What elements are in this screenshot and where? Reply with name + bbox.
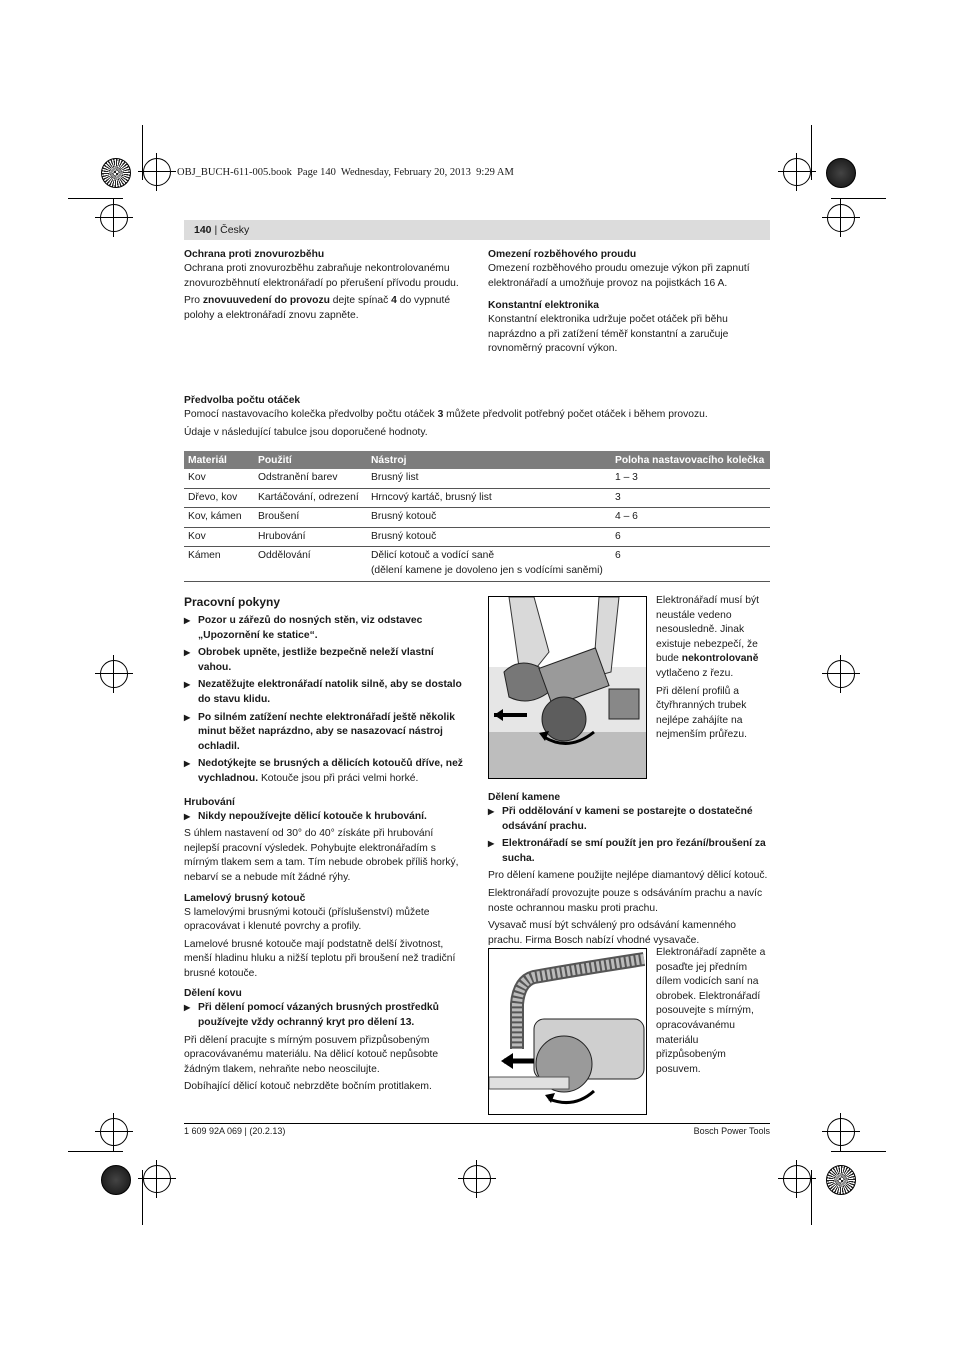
left-top-section — [184, 248, 466, 326]
bullet-item: ▶ Pozor u zářezů do nosných stěn, viz odstavec „Upozornění ke statice“. — [184, 614, 466, 643]
table-row — [184, 527, 770, 547]
table-cell: Kov — [184, 527, 254, 547]
color-rosette-icon — [826, 1165, 856, 1195]
heading-roughing: Hrubování — [184, 796, 235, 808]
heading-startup-current: Omezení rozběhového proudu — [488, 249, 637, 260]
paragraph: Dobíhající dělicí kotouč nebrzděte bočním protitlakem. — [184, 1081, 432, 1093]
table-header: Nástroj — [367, 451, 611, 469]
paragraph: Lamelové brusné kotouče mají podstatně delší životnost, menší hladinu hluku a nižší teplotu při broušení než tradiční brusné kotouče. — [184, 938, 456, 979]
table-header-row — [184, 451, 770, 469]
table-cell: Hrubování — [254, 527, 367, 547]
table-cell: Brusný kotouč — [367, 508, 611, 528]
paragraph: Vysavač musí být schválený pro odsávání kamenného prachu. Firma Bosch nabízí vhodné vysavače. — [488, 920, 737, 946]
color-rosette-icon — [101, 1165, 131, 1195]
page-header — [184, 220, 770, 240]
right-top-section — [488, 248, 770, 360]
table-cell — [367, 547, 611, 581]
registration-mark-icon — [100, 204, 128, 232]
table-cell: Kov — [184, 469, 254, 488]
paragraph: Elektronářadí provozujte pouze s odsáváním prachu a navíc noste ochrannou masku proti prachu. — [488, 887, 763, 914]
table-row — [184, 547, 770, 581]
table-header: Použití — [254, 451, 367, 469]
table-row — [184, 469, 770, 488]
registration-mark-icon — [143, 1165, 171, 1193]
table-cell: 1 – 3 — [611, 469, 770, 488]
paragraph: Omezení rozběhového proudu omezuje výkon při zapnutí elektronářadí a umožňuje provoz na pojistkách 16 A. — [488, 263, 750, 289]
table-cell: Brusný list — [367, 469, 611, 488]
paragraph: Konstantní elektronika udržuje počet otáček při běhu naprázdno a při zatížení téměř konstantní a zaručuje rovnoměrný pracovní výkon. — [488, 314, 729, 355]
paragraph — [656, 594, 770, 682]
table-row — [184, 508, 770, 528]
heading-metal-cutting: Dělení kovu — [184, 988, 242, 1000]
text: do vypnuté polohy a elektronářadí znovu zapněte. — [184, 295, 451, 321]
footer-left: 1 609 92A 069 | (20.2.13) — [184, 1126, 286, 1136]
paragraph: Ochrana proti znovurozběhu zabraňuje nekontrolovanému znovurozběhnutí elektronářadí po přerušení přívodu proudu. — [184, 263, 459, 289]
registration-mark-icon — [783, 158, 811, 186]
language-label: Česky — [220, 224, 250, 236]
figure-caption — [656, 594, 770, 746]
table-cell: Odstranění barev — [254, 469, 367, 488]
bullet-item: ▶ Nikdy nepoužívejte dělicí kotouče k hrubování. — [184, 810, 466, 825]
table-cell: Kartáčování, odrezení — [254, 488, 367, 508]
text-bold: nekontrolovaně — [681, 653, 759, 665]
text-bold: 4 — [391, 295, 397, 307]
work-section — [184, 594, 466, 1098]
bullet-item: ▶ Obrobek upněte, jestliže bezpečně neleží vlastní vahou. — [184, 646, 466, 675]
text: Kotouče jsou při práci velmi horké. — [258, 772, 419, 784]
header-separator: | — [214, 224, 218, 236]
bullet-item — [184, 757, 466, 786]
text: Elektronářadí musí být neustále vedeno nesousledně. Jinak existuje nebezpečí, že bude — [656, 595, 760, 665]
paragraph: Při dělení profilů a čtyřhranných trubek nejlépe zahájíte na nejmenším průřezu. — [656, 685, 747, 741]
registration-mark-icon — [827, 660, 855, 688]
heading-stone-cutting: Dělení kamene — [488, 792, 561, 803]
table-header: Poloha nastavovacího kolečka — [611, 451, 770, 469]
text-bold: znovuuvedení do provozu — [202, 295, 330, 307]
heading-speed-preselection: Předvolba počtu otáček — [184, 395, 301, 406]
color-rosette-icon — [101, 158, 131, 188]
print-header: OBJ_BUCH-611-005.book Page 140 Wednesday, February 20, 2013 9:29 AM — [177, 167, 514, 178]
footer-right: Bosch Power Tools — [693, 1126, 770, 1136]
speed-section — [184, 394, 770, 443]
bullet-item: ▶ Elektronářadí se smí použít jen pro řezání/broušení za sucha. — [488, 837, 770, 866]
table-cell: 6 — [611, 547, 770, 581]
table-cell: 4 – 6 — [611, 508, 770, 528]
heading-constant-electronics: Konstantní elektronika — [488, 300, 599, 312]
color-rosette-icon — [826, 158, 856, 188]
bullet-item: ▶ Po silném zatížení nechte elektronářadí ještě několik minut běžet naprázdno, aby se nasazovací nástroj ochladil. — [184, 711, 466, 755]
text-bold: Nedotýkejte se brusných a dělicích kotoučů dříve, než vychladnou. — [198, 758, 463, 784]
table-cell: Kámen — [184, 547, 254, 581]
text-bold: 3 — [437, 409, 444, 420]
figure-cutting-illustration — [488, 596, 647, 779]
crop-mark — [68, 1151, 123, 1152]
text: dejte spínač — [329, 295, 392, 307]
registration-mark-icon — [827, 1118, 855, 1146]
paragraph: Pro dělení kamene použijte nejlépe diamantový dělicí kotouč. — [488, 870, 768, 882]
paragraph: S úhlem nastavení od 30° do 40° získáte při hrubování nejlepší pracovní výsledek. Pohybujte elektronářadím s mírným tlakem sem a tam. Tím nebude obrobek příliš horký, nebarví se a nebude mít žádné rýhy. — [184, 828, 459, 883]
page-number: 140 — [194, 224, 212, 236]
bullet-item: ▶ Nezatěžujte elektronářadí natolik silně, aby se dostalo do stavu klidu. — [184, 678, 466, 707]
text: vytlačeno z řezu. — [656, 667, 734, 679]
paragraph — [184, 408, 770, 423]
table-cell: Oddělování — [254, 547, 367, 581]
figure-stone-cutting-illustration — [488, 948, 647, 1115]
tool-note: (dělení kamene je dovoleno jen s vodícími saněmi) — [371, 564, 603, 576]
crop-mark — [831, 1151, 886, 1152]
paragraph: S lamelovými brusnými kotouči (příslušenství) můžete opracovávat i klenuté povrchy a profily. — [184, 906, 430, 933]
registration-mark-icon — [100, 660, 128, 688]
table-header: Materiál — [184, 451, 254, 469]
paragraph — [184, 294, 466, 323]
table-cell: Broušení — [254, 508, 367, 528]
paragraph: Při dělení pracujte s mírným posuvem přizpůsobeným opracovávanému materiálu. Na dělicí kotouč nepůsobte žádným tlakem, nehraňte nebo neoscilujte. — [184, 1034, 439, 1075]
text: Pomocí nastavovacího kolečka předvolby počtu otáček — [184, 409, 438, 420]
registration-mark-icon — [143, 158, 171, 186]
table-cell: 3 — [611, 488, 770, 508]
heading-restart-protection: Ochrana proti znovurozběhu — [184, 249, 325, 260]
table-row — [184, 488, 770, 508]
table-cell: Dřevo, kov — [184, 488, 254, 508]
registration-mark-icon — [100, 1118, 128, 1146]
paragraph: Údaje v následující tabulce jsou doporučené hodnoty. — [184, 426, 428, 438]
registration-mark-icon — [827, 204, 855, 232]
registration-mark-icon — [783, 1165, 811, 1193]
bullet-item: ▶ Při dělení pomocí vázaných brusných prostředků používejte vždy ochranný kryt pro dělení 13. — [184, 1001, 466, 1030]
tool-text: Dělicí kotouč a vodící saně — [371, 550, 495, 562]
registration-mark-icon — [463, 1165, 491, 1193]
table-cell: Brusný kotouč — [367, 527, 611, 547]
section-title: Pracovní pokyny — [184, 595, 281, 609]
table-cell: 6 — [611, 527, 770, 547]
bullet-item: ▶ Při oddělování v kameni se postarejte o dostatečné odsávání prachu. — [488, 805, 770, 834]
heading-flap-disc: Lamelový brusný kotouč — [184, 892, 306, 904]
footer-rule — [184, 1123, 770, 1124]
figure-caption: Elektronářadí zapněte a posaďte jej předním dílem vodicích saní na obrobek. Elektronářadí posouvejte s mírným, opracovávanému materiálu přizpůsobeným posuvem. — [656, 947, 766, 1075]
text: Pro — [184, 295, 203, 307]
speed-table — [184, 451, 770, 582]
stone-section — [488, 791, 770, 951]
table-cell: Kov, kámen — [184, 508, 254, 528]
table-cell: Hrncový kartáč, brusný list — [367, 488, 611, 508]
text: můžete předvolit potřebný počet otáček i během provozu. — [443, 409, 708, 420]
crop-mark — [68, 198, 123, 199]
